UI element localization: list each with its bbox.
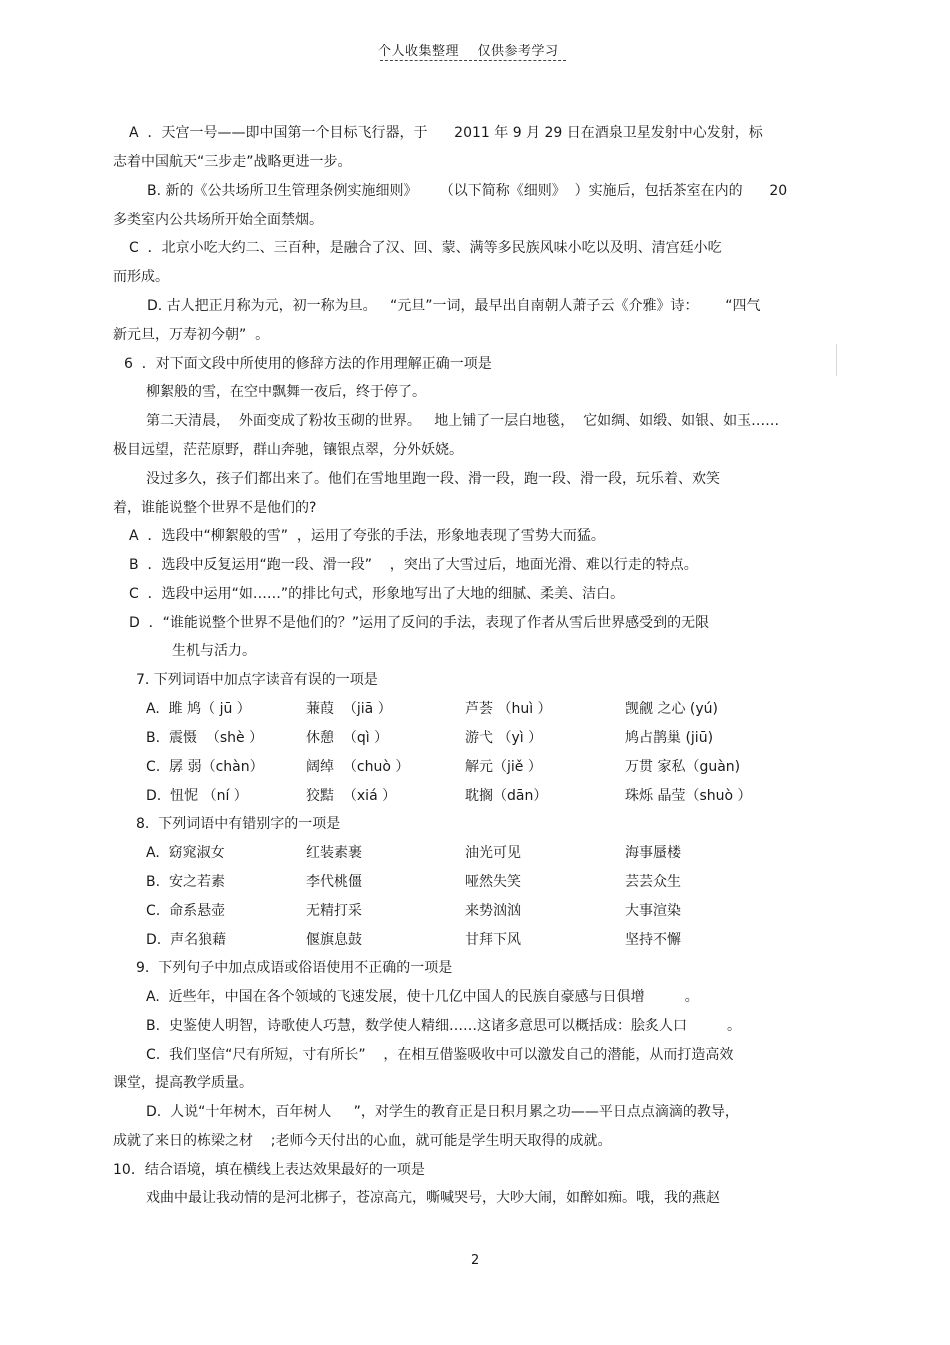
q6-option-b: B ．选段中反复运用“跑一段、滑一段” ，突出了大雪过后，地面光滑、难以行走的特点。 <box>129 557 698 573</box>
header-rule <box>380 60 566 61</box>
q8-stem: 8. 下列词语中有错别字的一项是 <box>136 816 341 832</box>
q8-b-3: 哑然失笑 <box>465 874 521 890</box>
q8-a-3: 油光可见 <box>465 845 521 861</box>
q8-c-3: 来势汹汹 <box>465 903 521 919</box>
q7-d-1: D. 忸怩 （ní ） <box>146 788 248 804</box>
q7-c-4: 万贯 家私（guàn) <box>625 759 741 775</box>
page-number: 2 <box>471 1253 480 1268</box>
q5-option-c-line2: 而形成。 <box>113 269 169 285</box>
q8-a-4: 海事蜃楼 <box>625 845 681 861</box>
q10-passage-line1: 戏曲中最让我动情的是河北梆子，苍凉高亢，嘶喊哭号，大吵大闹，如醉如痴。哦，我的燕赵 <box>146 1190 720 1206</box>
q7-a-1: A. 雎 鸠（ jū ） <box>146 701 251 717</box>
q5-option-d-line2: 新元旦，万寿初今朝” 。 <box>113 327 270 343</box>
q6-option-d-line1: D ．“谁能说整个世界不是他们的？”运用了反问的手法，表现了作者从雪后世界感受到的无限 <box>129 615 710 631</box>
q7-a-2: 蒹葭 （jiā ） <box>306 701 392 717</box>
q9-option-d-line1: D. 人说“十年树木，百年树人 ”，对学生的教育正是日积月累之功——平日点点滴滴的教导， <box>146 1104 739 1120</box>
q5-option-d-line1: D. 古人把正月称为元，初一称为旦。 “元旦”一词，最早出自南朝人萧子云《介雅》诗： “四气 <box>147 298 761 314</box>
q7-b-3: 游弋 （yì ） <box>465 730 543 746</box>
q5-option-b-line1: B. 新的《公共场所卫生管理条例实施细则》 （以下简称《细则》 ）实施后，包括茶室在内的 20 <box>147 183 788 199</box>
q8-d-2: 偃旗息鼓 <box>306 932 362 948</box>
q6-passage-line4: 没过多久，孩子们都出来了。他们在雪地里跑一段、滑一段，跑一段、滑一段，玩乐着、欢笑 <box>146 471 720 487</box>
q5-option-b-line2: 多类室内公共场所开始全面禁烟。 <box>113 212 323 228</box>
q7-d-4: 珠烁 晶莹（shuò ） <box>625 788 752 804</box>
q8-b-2: 李代桃僵 <box>306 874 362 890</box>
q7-c-1: C. 孱 弱（chàn） <box>146 759 264 775</box>
page-header: 个人收集整理 仅供参考学习 <box>378 44 559 59</box>
q6-option-d-line2: 生机与活力。 <box>172 643 256 659</box>
q9-stem: 9. 下列句子中加点成语或俗语使用不正确的一项是 <box>136 960 453 976</box>
q8-b-4: 芸芸众生 <box>625 874 681 890</box>
q10-stem: 10．结合语境，填在横线上表达效果最好的一项是 <box>113 1162 425 1178</box>
q5-option-a-line1: A ．天宫一号——即中国第一个目标飞行器，于 2011 年 9 月 29 日在酒泉卫星发射中心发射，标 <box>129 125 763 141</box>
q7-a-4: 觊觎 之心 (yú) <box>625 701 718 717</box>
q8-c-1: C. 命系悬壶 <box>146 903 226 919</box>
margin-rule <box>836 344 837 376</box>
q7-b-4: 鸠占鹊巢 (jiū) <box>625 730 714 746</box>
q8-a-1: A. 窈窕淑女 <box>146 845 225 861</box>
q8-d-4: 坚持不懈 <box>625 932 681 948</box>
q9-option-c-line1: C. 我们坚信“尺有所短，寸有所长” ，在相互借鉴吸收中可以激发自己的潜能，从而打造高效 <box>146 1047 734 1063</box>
q6-passage-line1: 柳絮般的雪，在空中飘舞一夜后，终于停了。 <box>146 384 426 400</box>
q9-option-b: B. 史鉴使人明智，诗歌使人巧慧，数学使人精细……这诸多意思可以概括成：脍炙人口 。 <box>146 1018 742 1034</box>
q8-a-2: 红装素裹 <box>306 845 362 861</box>
q6-passage-line5: 着，谁能说整个世界不是他们的? <box>113 500 317 516</box>
q8-c-2: 无精打采 <box>306 903 362 919</box>
q6-passage-line3: 极目远望，茫茫原野，群山奔驰，镶银点翠，分外妖娆。 <box>113 442 463 458</box>
q8-d-3: 甘拜下风 <box>465 932 521 948</box>
q6-stem: 6 ．对下面文段中所使用的修辞方法的作用理解正确一项是 <box>124 356 492 372</box>
q5-option-c-line1: C ．北京小吃大约二、三百种，是融合了汉、回、蒙、满等多民族风味小吃以及明、清宫廷小吃 <box>129 240 722 256</box>
q7-c-3: 解元（jiě ） <box>465 759 542 775</box>
q9-option-d-line2: 成就了来日的栋梁之材 ;老师今天付出的心血，就可能是学生明天取得的成就。 <box>113 1133 612 1149</box>
q9-option-a: A. 近些年，中国在各个领域的飞速发展，使十几亿中国人的民族自豪感与日俱增 。 <box>146 989 699 1005</box>
q6-passage-line2: 第二天清晨， 外面变成了粉妆玉砌的世界。 地上铺了一层白地毯， 它如绸、如缎、如银、如玉…… <box>146 413 780 429</box>
q6-option-a: A ．选段中“柳絮般的雪” ，运用了夸张的手法，形象地表现了雪势大而猛。 <box>129 528 605 544</box>
q7-d-3: 耽搁（dān） <box>465 788 548 804</box>
q7-d-2: 狡黠 （xiá ） <box>306 788 397 804</box>
q7-b-2: 休憩 （qì ） <box>306 730 389 746</box>
q6-option-c: C ．选段中运用“如……”的排比句式，形象地写出了大地的细腻、柔美、洁白。 <box>129 586 625 602</box>
q7-b-1: B. 震慑 （shè ） <box>146 730 264 746</box>
q9-option-c-line2: 课堂，提高教学质量。 <box>113 1075 253 1091</box>
q8-d-1: D. 声名狼藉 <box>146 932 227 948</box>
q7-a-3: 芦荟 （huì ） <box>465 701 552 717</box>
q7-c-2: 阔绰 （chuò ） <box>306 759 410 775</box>
q7-stem: 7. 下列词语中加点字读音有误的一项是 <box>136 672 378 688</box>
q8-c-4: 大事渲染 <box>625 903 681 919</box>
q5-option-a-line2: 志着中国航天“三步走”战略更进一步。 <box>113 154 352 170</box>
q8-b-1: B. 安之若素 <box>146 874 225 890</box>
